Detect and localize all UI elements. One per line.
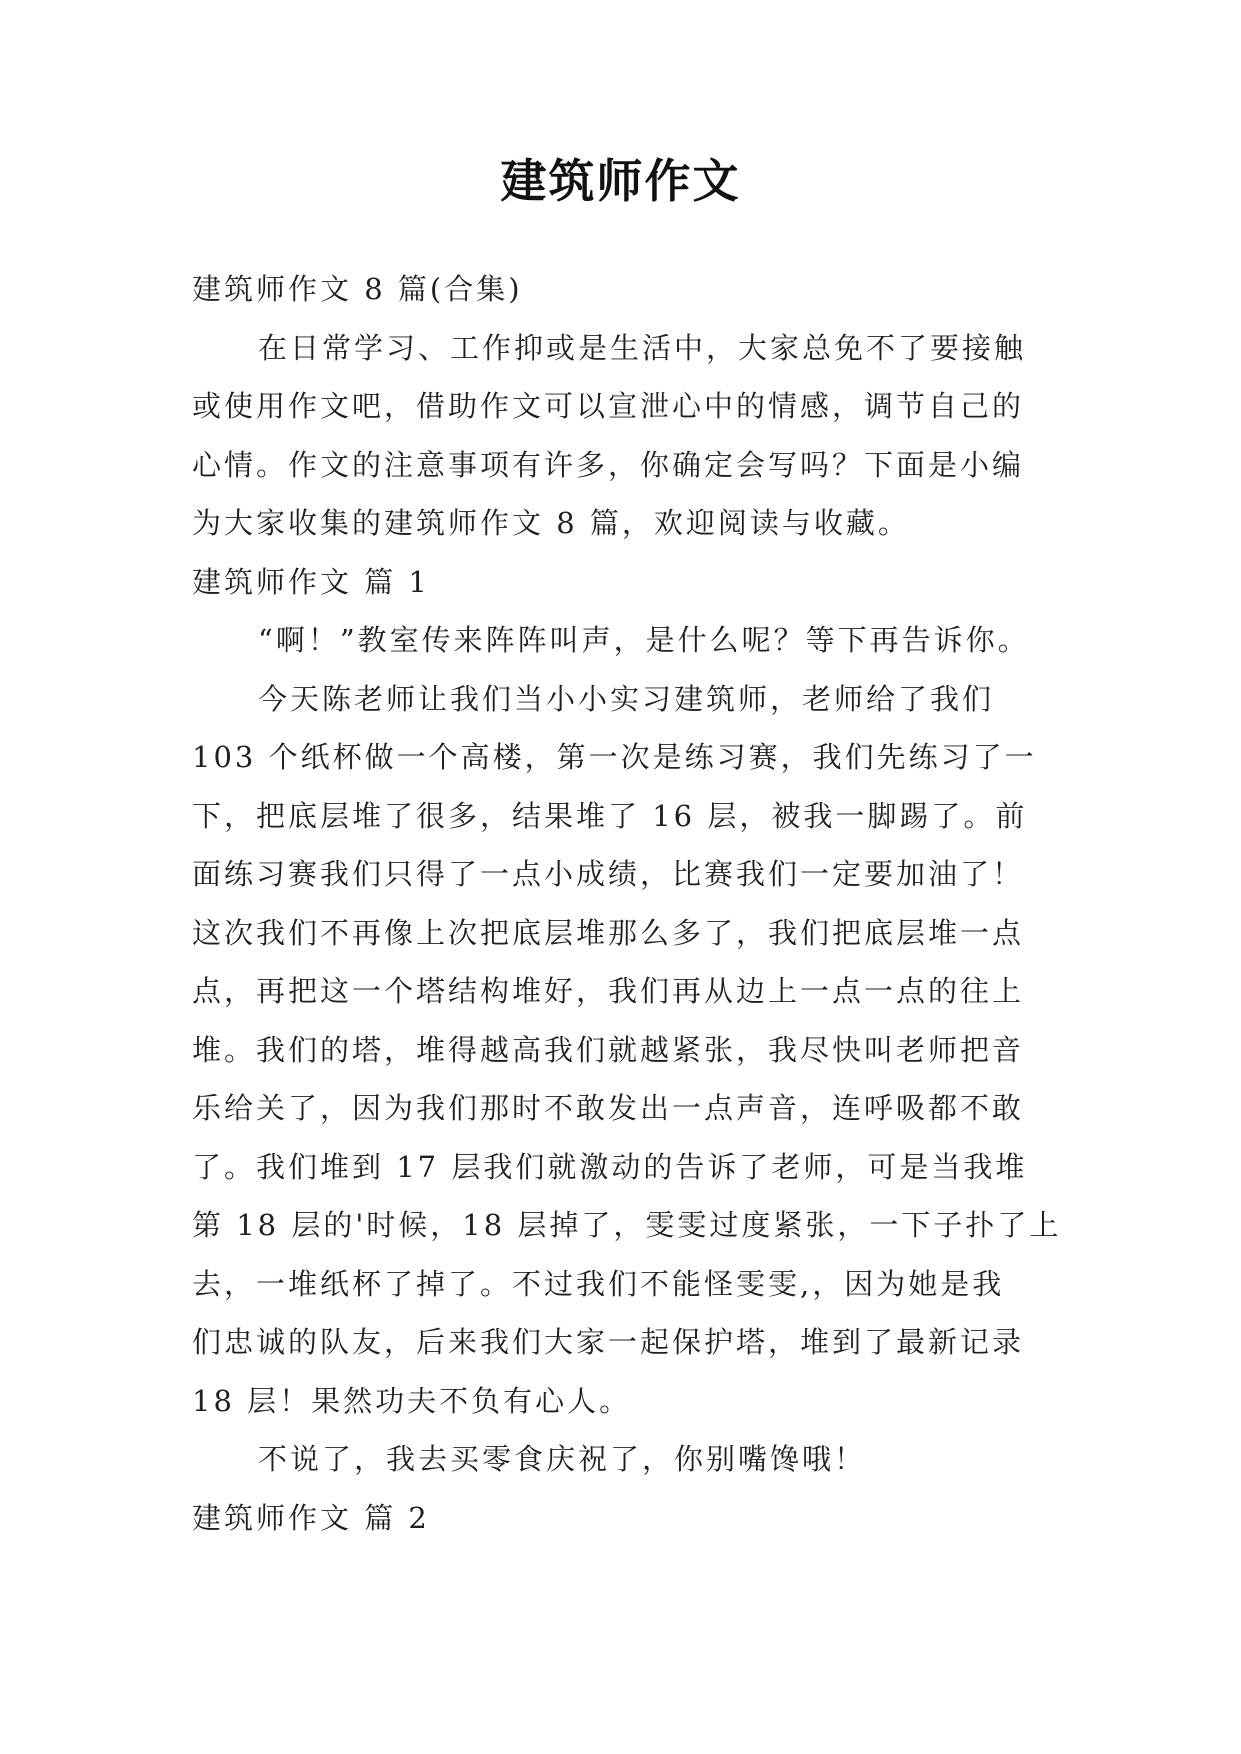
paragraph-line: 今天陈老师让我们当小小实习建筑师，老师给了我们 bbox=[258, 681, 995, 716]
paragraph-line: 们忠诚的队友，后来我们大家一起保护塔，堆到了最新记录 bbox=[192, 1325, 1025, 1359]
document-subtitle: 建筑师作文 8 篇(合集) bbox=[192, 272, 523, 306]
paragraph-line: 乐给关了，因为我们那时不敢发出一点声音，连呼吸都不敢 bbox=[192, 1091, 1025, 1125]
intro-paragraph bbox=[192, 319, 1072, 553]
paragraph-line: 18 层！果然功夫不负有心人。 bbox=[192, 1383, 632, 1418]
section1-paragraph-3: 不说了，我去买零食庆祝了，你别嘴馋哦！ bbox=[258, 1442, 867, 1476]
paragraph-line: 103 个纸杯做一个高楼，第一次是练习赛，我们先练习了一 bbox=[192, 740, 1037, 774]
section-heading-2: 建筑师作文 篇 2 bbox=[192, 1500, 430, 1535]
paragraph-line: 了。我们堆到 17 层我们就激动的告诉了老师，可是当我堆 bbox=[192, 1149, 1028, 1184]
paragraph-line: 第 18 层的'时候，18 层掉了，雯雯过度紧张，一下子扑了上 bbox=[192, 1208, 1062, 1242]
section1-paragraph-1: “啊！”教室传来阵阵叫声，是什么呢？等下再告诉你。 bbox=[258, 623, 1030, 657]
intro-line: 在日常学习、工作抑或是生活中，大家总免不了要接触 bbox=[258, 330, 1027, 365]
section-heading-1: 建筑师作文 篇 1 bbox=[192, 564, 430, 599]
paragraph-line: 下，把底层堆了很多，结果堆了 16 层，被我一脚踢了。前 bbox=[192, 798, 1028, 833]
paragraph-line: 点，再把这一个塔结构堆好，我们再从边上一点一点的往上 bbox=[192, 974, 1025, 1008]
page-title: 建筑师作文 bbox=[500, 154, 741, 208]
section1-paragraph-2 bbox=[192, 670, 1072, 1431]
intro-line: 心情。作文的注意事项有许多，你确定会写吗？下面是小编 bbox=[192, 447, 1025, 482]
document-body bbox=[192, 260, 1072, 1547]
paragraph-line: 去，一堆纸杯了掉了。不过我们不能怪雯雯,，因为她是我 bbox=[192, 1266, 1005, 1301]
intro-line: 或使用作文吧，借助作文可以宣泄心中的情感，调节自己的 bbox=[192, 389, 1025, 423]
intro-line: 为大家收集的建筑师作文 8 篇，欢迎阅读与收藏。 bbox=[192, 506, 910, 540]
paragraph-line: 面练习赛我们只得了一点小成绩，比赛我们一定要加油了！ bbox=[192, 857, 1025, 891]
paragraph-line: 堆。我们的塔，堆得越高我们就越紧张，我尽快叫老师把音 bbox=[192, 1032, 1025, 1067]
paragraph-line: 这次我们不再像上次把底层堆那么多了，我们把底层堆一点 bbox=[192, 915, 1025, 950]
